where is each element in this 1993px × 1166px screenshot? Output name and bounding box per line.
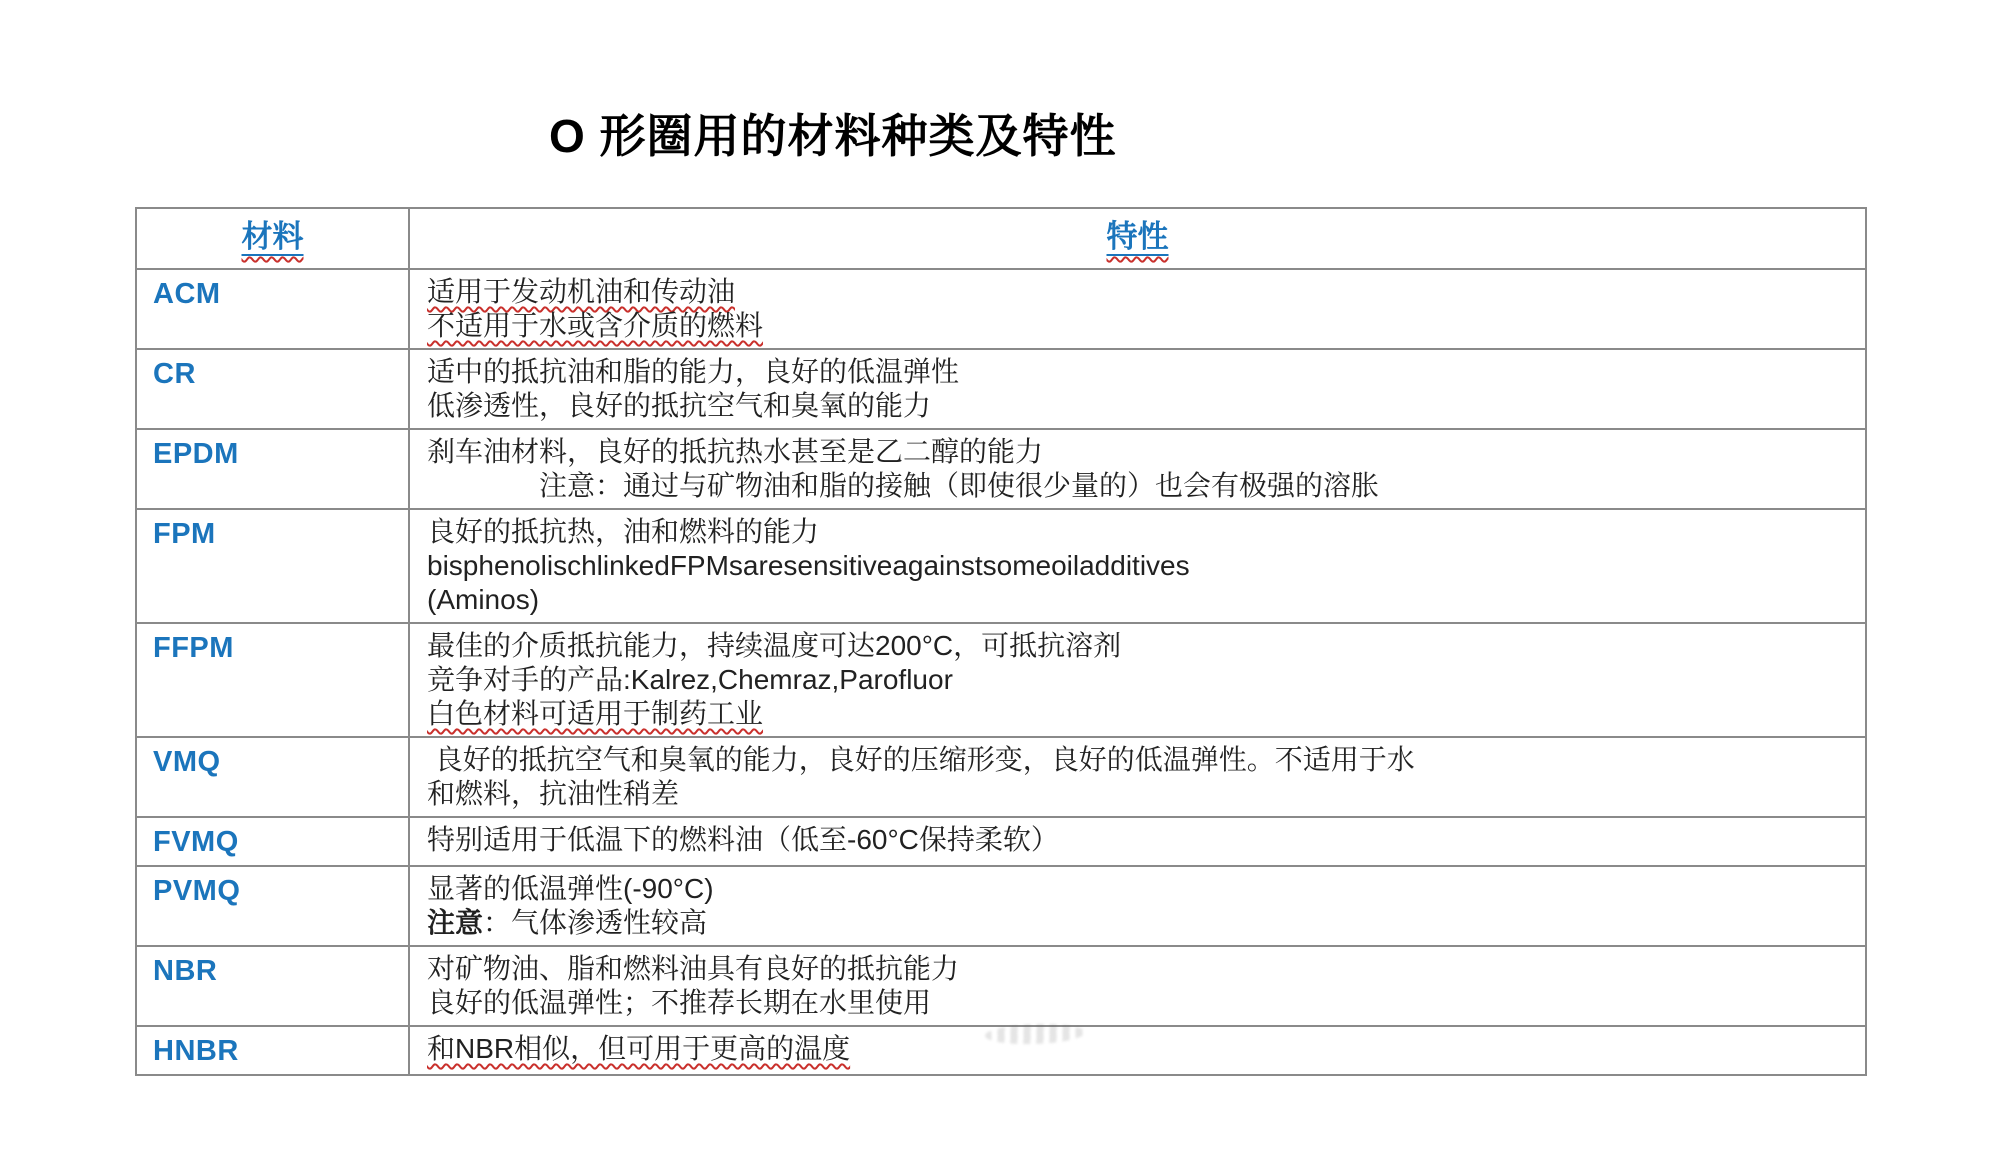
property-cell xyxy=(409,429,1866,509)
header-material xyxy=(136,208,409,269)
property-line: 竞争对手的产品:Kalrez,Chemraz,Parofluor xyxy=(427,664,953,695)
materials-table-body xyxy=(136,269,1866,1075)
property-line: 特别适用于低温下的燃料油（低至-60°C保持柔软） xyxy=(427,824,1059,855)
property-line: 和NBR相似，但可用于更高的温度 xyxy=(427,1033,851,1064)
property-line: 白色材料可适用于制药工业 xyxy=(427,698,764,729)
property-cell xyxy=(409,509,1866,623)
property-cell xyxy=(409,269,1866,349)
property-line: 对矿物油、脂和燃料油具有良好的抵抗能力 xyxy=(427,953,960,984)
header-property-underline xyxy=(1107,219,1169,254)
header-property xyxy=(409,208,1866,269)
materials-table xyxy=(135,207,1867,1076)
material-label: VMQ xyxy=(153,746,221,778)
material-label: FPM xyxy=(153,518,216,550)
property-line: 适中的抵抗油和脂的能力，良好的低温弹性 xyxy=(427,356,960,387)
material-cell xyxy=(136,623,409,737)
property-line: bisphenolischlinkedFPMsaresensitiveagainstsomeoiladditives xyxy=(427,550,1190,581)
header-material-label: 材料 xyxy=(241,219,304,254)
header-property-label: 特性 xyxy=(1106,219,1169,254)
property-cell xyxy=(409,1026,1866,1075)
material-label: CR xyxy=(153,358,196,390)
property-line: 最佳的介质抵抗能力，持续温度可达200°C，可抵抗溶剂 xyxy=(427,630,1122,661)
property-line: 和燃料，抗油性稍差 xyxy=(427,778,680,809)
material-cell xyxy=(136,817,409,866)
material-cell xyxy=(136,946,409,1026)
property-cell xyxy=(409,623,1866,737)
material-cell xyxy=(136,737,409,817)
material-label: EPDM xyxy=(153,438,239,470)
table-row xyxy=(136,269,1866,349)
property-line: 注意：气体渗透性较高 xyxy=(427,907,708,938)
property-line: 良好的抵抗热，油和燃料的能力 xyxy=(427,516,820,547)
bold-note-prefix: 注意 xyxy=(427,907,484,938)
table-row xyxy=(136,623,1866,737)
material-cell xyxy=(136,509,409,623)
property-line: 不适用于水或含介质的燃料 xyxy=(427,310,764,341)
table-row xyxy=(136,817,1866,866)
header-material-underline xyxy=(242,219,304,254)
property-cell xyxy=(409,737,1866,817)
property-line: 低渗透性，良好的抵抗空气和臭氧的能力 xyxy=(427,390,932,421)
material-cell xyxy=(136,1026,409,1075)
property-line: 注意：通过与矿物油和脂的接触（即使很少量的）也会有极强的溶胀 xyxy=(539,470,1380,501)
material-cell xyxy=(136,429,409,509)
material-cell xyxy=(136,866,409,946)
material-label: FFPM xyxy=(153,632,234,664)
property-line: 适用于发动机油和传动油 xyxy=(427,276,736,307)
table-row xyxy=(136,866,1866,946)
property-line: 良好的低温弹性；不推荐长期在水里使用 xyxy=(427,987,932,1018)
property-cell xyxy=(409,866,1866,946)
material-cell xyxy=(136,349,409,429)
property-line: 显著的低温弹性(-90°C) xyxy=(427,873,714,904)
page-title: O 形圈用的材料种类及特性 xyxy=(549,110,1117,162)
table-row xyxy=(136,509,1866,623)
material-cell xyxy=(136,269,409,349)
table-row xyxy=(136,349,1866,429)
table-row xyxy=(136,737,1866,817)
material-label: NBR xyxy=(153,955,218,987)
material-label: ACM xyxy=(153,278,221,310)
property-cell xyxy=(409,349,1866,429)
material-label: PVMQ xyxy=(153,875,241,907)
header-row xyxy=(136,208,1866,269)
property-line: (Aminos) xyxy=(427,584,540,615)
property-line: 刹车油材料，良好的抵抗热水甚至是乙二醇的能力 xyxy=(427,436,1044,467)
property-line: 良好的抵抗空气和臭氧的能力，良好的压缩形变，良好的低温弹性。不适用于水 xyxy=(427,744,1415,775)
property-cell xyxy=(409,946,1866,1026)
property-cell xyxy=(409,817,1866,866)
material-label: HNBR xyxy=(153,1035,239,1067)
table-row xyxy=(136,429,1866,509)
material-label: FVMQ xyxy=(153,826,239,858)
table-row xyxy=(136,946,1866,1026)
